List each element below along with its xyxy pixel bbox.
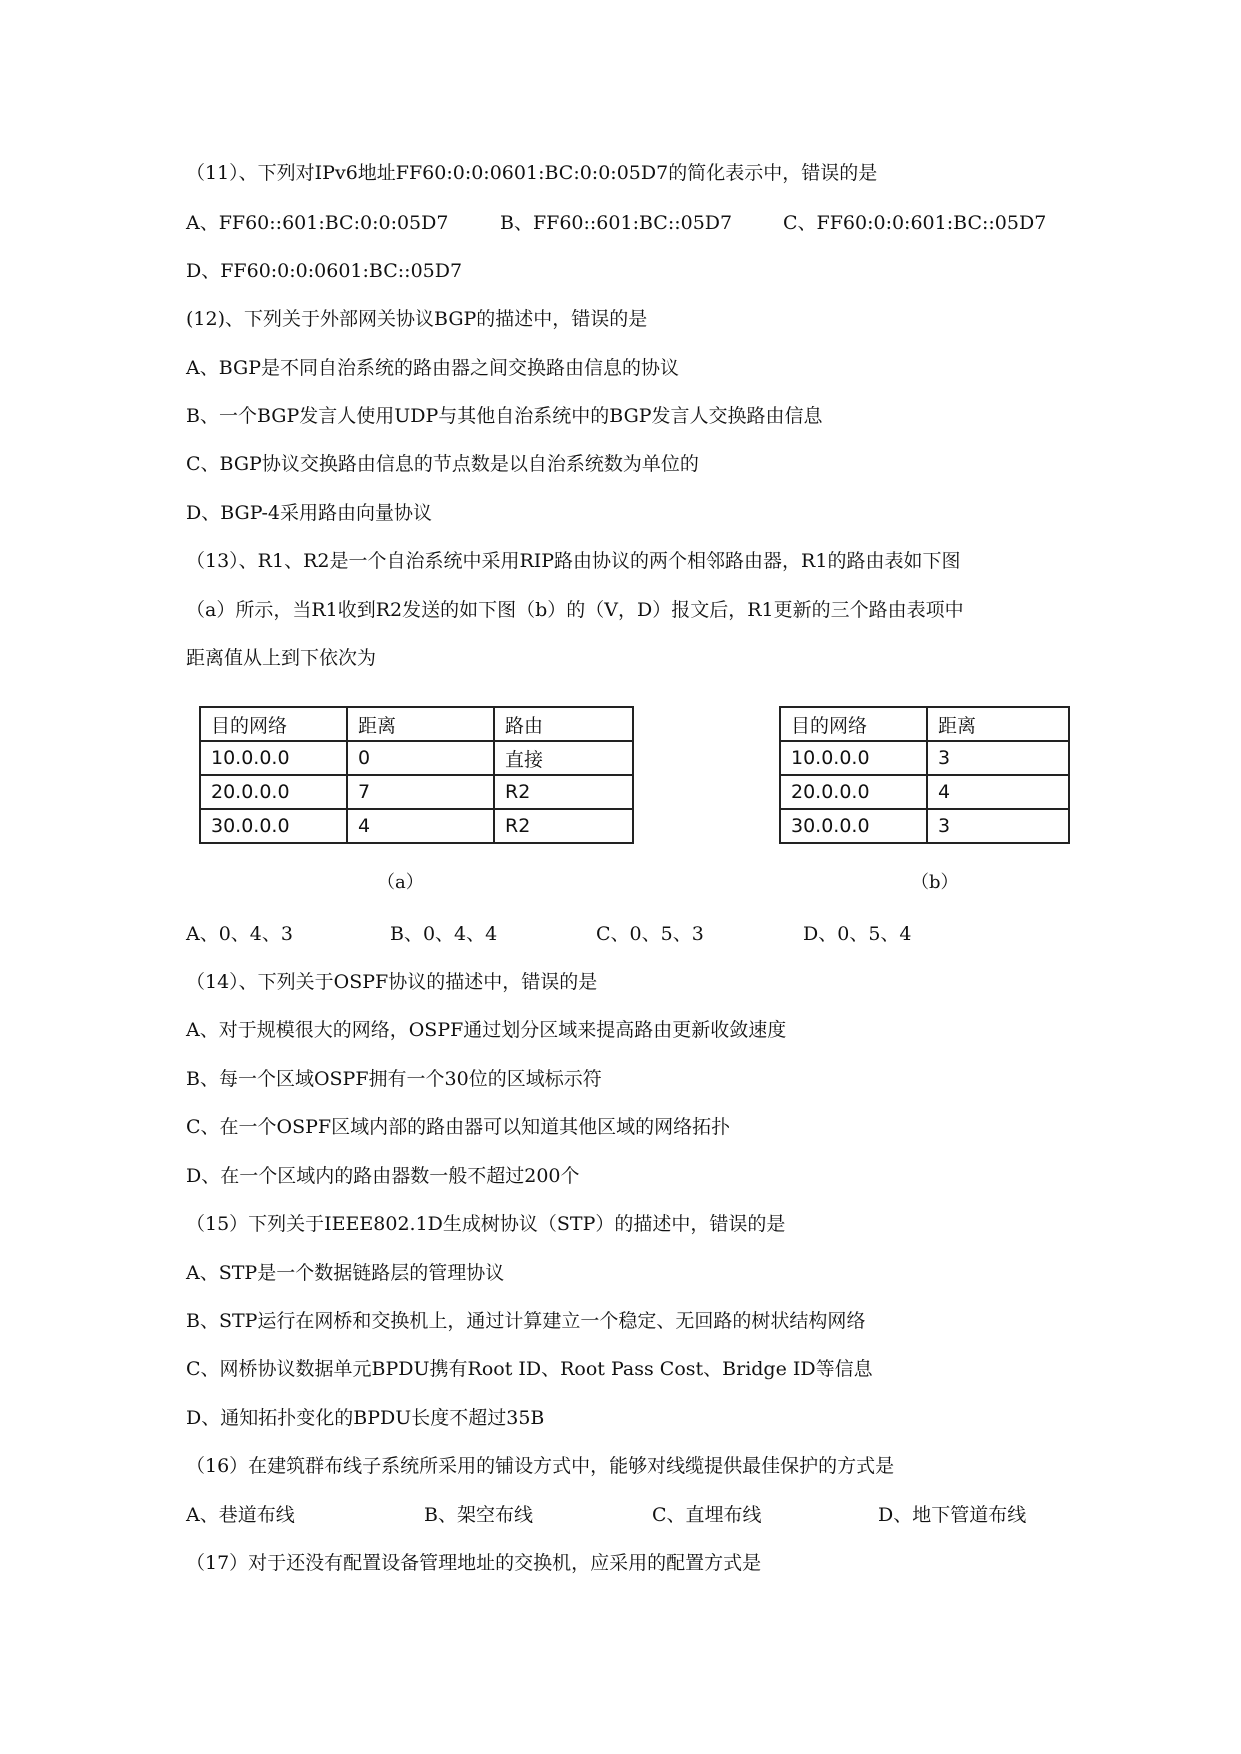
- table-header-cell: 距离: [927, 707, 1069, 741]
- table-row: [780, 775, 1069, 809]
- q16-option-b: B、架空布线: [424, 1504, 533, 1526]
- table-header-row: [780, 707, 1069, 741]
- table-row: [780, 741, 1069, 775]
- q12-option-b: B、一个BGP发言人使用UDP与其他自治系统中的BGP发言人交换路由信息: [186, 405, 823, 427]
- q13-option-c: C、0、5、3: [596, 923, 704, 945]
- table-row: [200, 775, 633, 809]
- q15-option-c: C、网桥协议数据单元BPDU携有Root ID、Root Pass Cost、Bridge ID等信息: [186, 1358, 873, 1380]
- q14-stem: （14）、下列关于OSPF协议的描述中，错误的是: [186, 971, 598, 993]
- table-cell: 直接: [494, 741, 633, 775]
- table-a-caption: （a）: [377, 872, 424, 893]
- q12-stem: (12)、下列关于外部网关协议BGP的描述中，错误的是: [186, 308, 648, 330]
- table-cell: R2: [494, 809, 633, 843]
- table-header-cell: 距离: [347, 707, 494, 741]
- q13-stem-line1: （13）、R1、R2是一个自治系统中采用RIP路由协议的两个相邻路由器，R1的路由表如下图: [186, 550, 961, 572]
- table-cell: 7: [347, 775, 494, 809]
- q14-option-a: A、对于规模很大的网络，OSPF通过划分区域来提高路由更新收敛速度: [186, 1019, 787, 1041]
- q12-option-c: C、BGP协议交换路由信息的节点数是以自治系统数为单位的: [186, 453, 699, 475]
- table-cell: 3: [927, 741, 1069, 775]
- q15-stem: （15）下列关于IEEE802.1D生成树协议（STP）的描述中，错误的是: [186, 1213, 786, 1235]
- table-cell: 10.0.0.0: [200, 741, 347, 775]
- table-header-row: [200, 707, 633, 741]
- table-header-cell: 目的网络: [200, 707, 347, 741]
- q13-stem-line3: 距离值从上到下依次为: [186, 647, 377, 669]
- q13-option-a: A、0、4、3: [186, 923, 293, 945]
- table-header-cell: 目的网络: [780, 707, 927, 741]
- q17-stem: （17）对于还没有配置设备管理地址的交换机，应采用的配置方式是: [186, 1552, 762, 1574]
- q16-option-c: C、直埋布线: [652, 1504, 762, 1526]
- table-cell: 4: [927, 775, 1069, 809]
- table-b-caption: （b）: [911, 872, 959, 893]
- table-cell: 20.0.0.0: [780, 775, 927, 809]
- q11-option-c: C、FF60:0:0:601:BC::05D7: [783, 212, 1047, 234]
- q15-option-a: A、STP是一个数据链路层的管理协议: [186, 1262, 505, 1284]
- q16-option-d: D、地下管道布线: [878, 1504, 1027, 1526]
- q11-option-d: D、FF60:0:0:0601:BC::05D7: [186, 260, 463, 282]
- table-row: [200, 809, 633, 843]
- q11-option-a: A、FF60::601:BC:0:0:05D7: [186, 212, 449, 234]
- q14-option-d: D、在一个区域内的路由器数一般不超过200个: [186, 1165, 580, 1187]
- table-header-cell: 路由: [494, 707, 633, 741]
- q15-option-b: B、STP运行在网桥和交换机上，通过计算建立一个稳定、无回路的树状结构网络: [186, 1310, 866, 1332]
- routing-table-b: [779, 706, 1070, 844]
- q14-option-b: B、每一个区域OSPF拥有一个30位的区域标示符: [186, 1068, 602, 1090]
- q12-option-d: D、BGP-4采用路由向量协议: [186, 502, 432, 524]
- q14-option-c: C、在一个OSPF区域内部的路由器可以知道其他区域的网络拓扑: [186, 1116, 731, 1138]
- table-cell: 3: [927, 809, 1069, 843]
- table-cell: 10.0.0.0: [780, 741, 927, 775]
- table-cell: 4: [347, 809, 494, 843]
- q11-option-b: B、FF60::601:BC::05D7: [500, 212, 733, 234]
- table-cell: 20.0.0.0: [200, 775, 347, 809]
- table-cell: 30.0.0.0: [200, 809, 347, 843]
- q13-option-d: D、0、5、4: [803, 923, 912, 945]
- q11-stem: （11）、下列对IPv6地址FF60:0:0:0601:BC:0:0:05D7的简化表示中，错误的是: [186, 162, 878, 184]
- q15-option-d: D、通知拓扑变化的BPDU长度不超过35B: [186, 1407, 545, 1429]
- table-row: [200, 741, 633, 775]
- q16-stem: （16）在建筑群布线子系统所采用的铺设方式中，能够对线缆提供最佳保护的方式是: [186, 1455, 895, 1477]
- table-cell: 30.0.0.0: [780, 809, 927, 843]
- table-cell: R2: [494, 775, 633, 809]
- routing-table-a: [199, 706, 634, 844]
- q13-stem-line2: （a）所示，当R1收到R2发送的如下图（b）的（V，D）报文后，R1更新的三个路由表项中: [186, 599, 964, 621]
- table-row: [780, 809, 1069, 843]
- q16-option-a: A、巷道布线: [186, 1504, 295, 1526]
- q13-option-b: B、0、4、4: [390, 923, 498, 945]
- q12-option-a: A、BGP是不同自治系统的路由器之间交换路由信息的协议: [186, 357, 679, 379]
- table-cell: 0: [347, 741, 494, 775]
